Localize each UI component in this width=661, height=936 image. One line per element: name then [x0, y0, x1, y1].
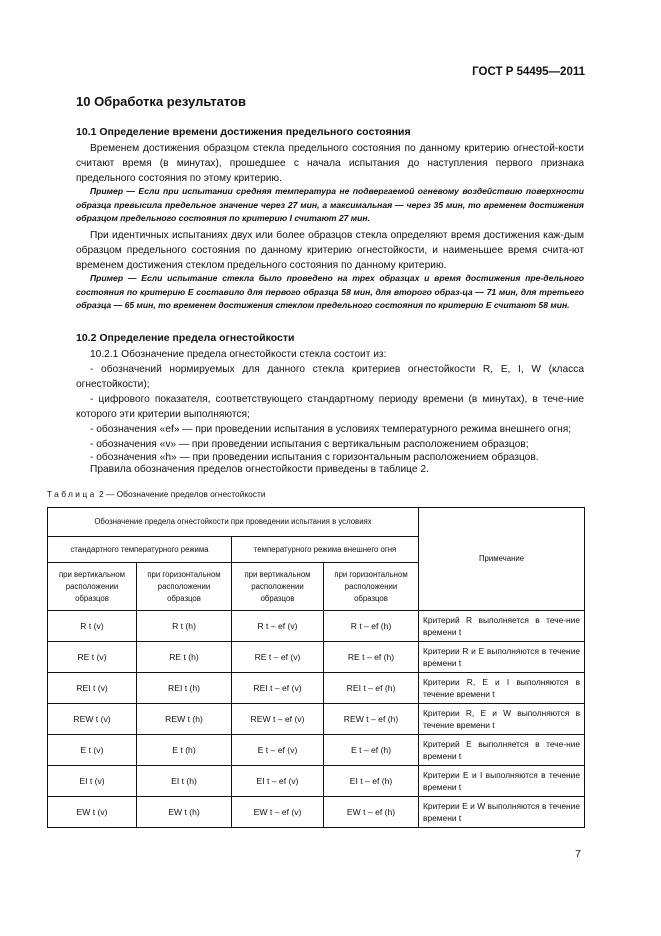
table-cell: REW t (h): [137, 704, 232, 735]
table-cell: REI t (v): [48, 673, 137, 704]
table-cell: RE t – ef (h): [324, 642, 419, 673]
table-header-standard: стандартного температурного режима: [48, 537, 232, 563]
table-row: [48, 766, 585, 797]
table-cell: R t – ef (v): [232, 611, 324, 642]
list-line: Правила обозначения пределов огнестойкости приведены в таблице 2.: [90, 464, 429, 475]
table-note-cell: Критерии E и W выполняются в течение времени t: [419, 797, 585, 828]
table-row: [48, 673, 585, 704]
subsection-10-1-title: 10.1 Определение времени достижения предельного состояния: [76, 126, 411, 138]
table-cell: RE t (v): [48, 642, 137, 673]
table-header-conditions: Обозначение предела огнестойкости при проведении испытания в условиях: [48, 508, 419, 537]
table-row: [48, 611, 585, 642]
table-subheader: при вертикальном расположении образцов: [232, 563, 324, 611]
list-line: - обозначения «h» — при проведении испытания с горизонтальным расположением образцов.: [90, 452, 539, 463]
document-code: ГОСТ Р 54495—2011: [472, 66, 585, 78]
table-cell: RE t – ef (v): [232, 642, 324, 673]
paragraph-10-1-2: При идентичных испытаниях двух или более образцов стекла определяют время достижения каж-дым образцом предельного состояния по данному критерию огнестойкости, и наименьшее время счита-ют временем достижения стеклом предельного состояния по данному критерию.: [76, 230, 584, 271]
table-cell: REI t – ef (h): [324, 673, 419, 704]
table-row: [48, 704, 585, 735]
table-subheader: при горизонтальном расположении образцов: [137, 563, 232, 611]
table-header-external: температурного режима внешнего огня: [232, 537, 419, 563]
table-cell: EW t – ef (v): [232, 797, 324, 828]
table-note-cell: Критерии E и I выполняются в течение времени t: [419, 766, 585, 797]
example-10-1-1: Пример — Если при испытании средняя температура не подвергаемой огневому воздействию поверхности образца превысила предельное значение через 27 мин, а максимальная — через 35 мин, то временем достижения образцом предельного состояния по критерию I считают 27 мин.: [76, 186, 584, 223]
list-line: - цифрового показателя, соответствующего стандартному периоду времени (в минутах), в тече-ние которого эти критерии выполняются;: [76, 394, 584, 420]
list-line: - обозначений нормируемых для данного стекла критериев огнестойкости R, E, I, W (класса огнестойкости);: [76, 364, 584, 390]
table-cell: R t – ef (h): [324, 611, 419, 642]
table-note-cell: Критерий E выполняется в тече-ние времени t: [419, 735, 585, 766]
fire-resistance-table: [47, 507, 585, 828]
section-title: 10 Обработка результатов: [76, 94, 246, 109]
list-line: 10.2.1 Обозначение предела огнестойкости стекла состоит из:: [90, 349, 387, 360]
table-cell: RE t (h): [137, 642, 232, 673]
table-cell: EI t (v): [48, 766, 137, 797]
table-cell: REI t – ef (v): [232, 673, 324, 704]
table-cell: EW t (h): [137, 797, 232, 828]
table-cell: R t (h): [137, 611, 232, 642]
table-cell: REI t (h): [137, 673, 232, 704]
table-cell: REW t – ef (v): [232, 704, 324, 735]
subsection-10-2-title: 10.2 Определение предела огнестойкости: [76, 332, 295, 344]
table-cell: EW t (v): [48, 797, 137, 828]
page-number: 7: [575, 848, 581, 860]
table-note-cell: Критерии R, E и I выполняются в течение времени t: [419, 673, 585, 704]
paragraph-10-1-1: Временем достижения образцом стекла предельного состояния по данному критерию огнестой-кости считают время (в минутах), прошедшее с начала испытания до наступления первого признака предельного состояния по этому критерию.: [76, 143, 584, 184]
table-row: [48, 642, 585, 673]
table-cell: REW t – ef (h): [324, 704, 419, 735]
table-note-cell: Критерии R, E и W выполняются в течение времени t: [419, 704, 585, 735]
table-cell: REW t (v): [48, 704, 137, 735]
list-line: - обозначения «ef» — при проведении испытания в условиях температурного режима внешнего огня;: [90, 424, 572, 435]
list-line: - обозначения «v» — при проведении испытания с вертикальным расположением образцов;: [90, 439, 529, 450]
table-cell: EW t – ef (h): [324, 797, 419, 828]
table-subheader: при горизонтальном расположении образцов: [324, 563, 419, 611]
table-caption-text: 2 — Обозначение пределов огнестойкости: [98, 489, 266, 499]
table-row: [48, 797, 585, 828]
table-caption: [47, 489, 266, 499]
table-cell: E t (h): [137, 735, 232, 766]
table-cell: E t (v): [48, 735, 137, 766]
table-cell: E t – ef (v): [232, 735, 324, 766]
table-cell: EI t (h): [137, 766, 232, 797]
example-10-1-2: Пример — Если испытание стекла было проведено на трех образцах и время достижения пре-дельного состояния по критерию E составило для первого образца 58 мин, для второго образ-ца — 71 мин, для третьего образца — 65 мин, то временем достижения стеклом предельного состояния по критерию E считают 58 мин.: [76, 273, 584, 310]
table-note-cell: Критерий R выполняется в тече-ние времени t: [419, 611, 585, 642]
table-cell: R t (v): [48, 611, 137, 642]
table-cell: E t – ef (h): [324, 735, 419, 766]
table-cell: EI t – ef (h): [324, 766, 419, 797]
table-cell: EI t – ef (v): [232, 766, 324, 797]
table-subheader: при вертикальном расположении образцов: [48, 563, 137, 611]
table-row: [48, 735, 585, 766]
table-caption-word: Таблица: [47, 489, 97, 499]
table-note-cell: Критерии R и E выполняются в течение времени t: [419, 642, 585, 673]
table-header-note: Примечание: [419, 508, 585, 611]
